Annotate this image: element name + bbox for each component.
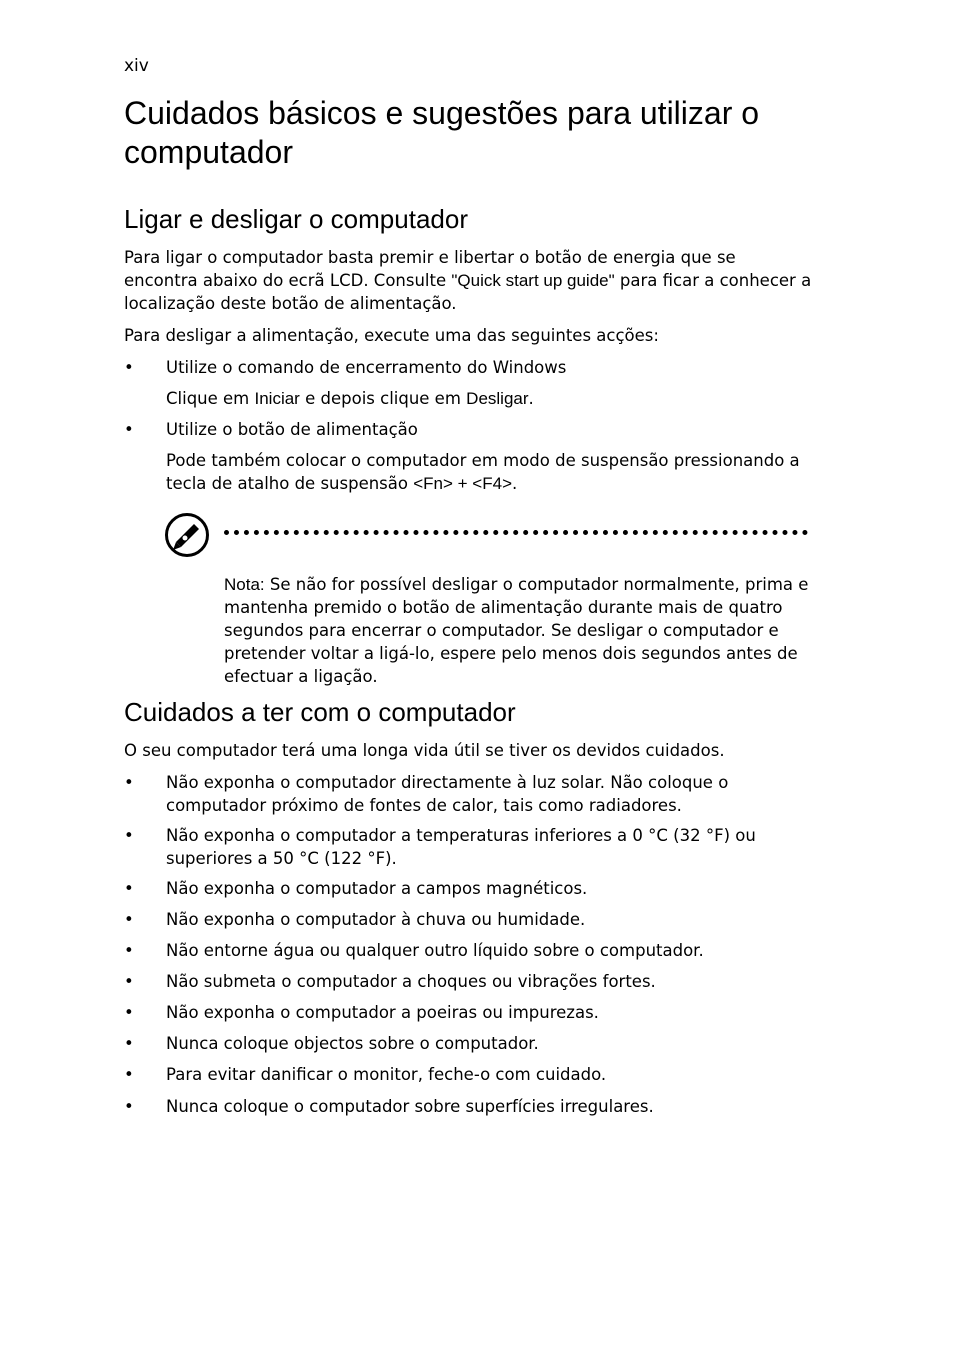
paragraph-desligar: Para desligar a alimentação, execute uma das seguintes acções: bbox=[124, 326, 659, 345]
section-heading-cuidados: Cuidados a ter com o computador bbox=[124, 697, 516, 727]
list-item-text: Não exponha o computador a poeiras ou impurezas. bbox=[166, 1003, 599, 1022]
bullet-mark: • bbox=[124, 1065, 134, 1084]
list-item-text: Não exponha o computador directamente à luz solar. Não coloque o computador próximo de fontes de calor, tais como radiadores. bbox=[166, 773, 729, 815]
bullet-mark: • bbox=[124, 941, 134, 960]
page-number: xiv bbox=[124, 56, 149, 76]
list-item-text: Utilize o botão de alimentação bbox=[166, 420, 418, 439]
bullet-mark: • bbox=[124, 420, 134, 439]
iniciar-term: Iniciar bbox=[254, 389, 300, 408]
guide-reference: "Quick start up guide" bbox=[451, 271, 615, 290]
bullet-mark: • bbox=[124, 879, 134, 898]
bullet-mark: • bbox=[124, 1034, 134, 1053]
note-pen-icon bbox=[164, 512, 210, 558]
note-label: Nota: bbox=[224, 574, 265, 594]
list-item-text: Nunca coloque o computador sobre superfícies irregulares. bbox=[166, 1097, 654, 1116]
list-item-text: Para evitar danificar o monitor, feche-o com cuidado. bbox=[166, 1065, 607, 1084]
list-item-text: Não submeta o computador a choques ou vibrações fortes. bbox=[166, 972, 656, 991]
list-item-text: Não exponha o computador a temperaturas inferiores a 0 °C (32 °F) ou superiores a 50 °C (122 °F). bbox=[166, 826, 756, 868]
bullet-mark: • bbox=[124, 1097, 134, 1116]
note-text: Nota: Se não for possível desligar o computador normalmente, prima e mantenha premido o botão de alimentação durante mais de quatro segundos para encerrar o computador. Se desligar o computador e pretender voltar a ligá-lo, espere pelo menos dois segundos antes de efectuar a ligação. bbox=[224, 574, 809, 686]
list-item-text: Nunca coloque objectos sobre o computador. bbox=[166, 1034, 539, 1053]
list-item-text: Utilize o comando de encerramento do Windows bbox=[166, 358, 567, 377]
bullet-mark: • bbox=[124, 1003, 134, 1022]
desligar-term: Desligar bbox=[466, 389, 529, 408]
sub-paragraph-power: Pode também colocar o computador em modo de suspensão pressionando a tecla de atalho de suspensão <Fn> + <F4>. bbox=[166, 451, 800, 493]
section-heading-ligar: Ligar e desligar o computador bbox=[124, 204, 468, 234]
bullet-mark: • bbox=[124, 358, 134, 377]
bullet-mark: • bbox=[124, 826, 134, 845]
list-item-text: Não exponha o computador a campos magnéticos. bbox=[166, 879, 588, 898]
list-item-text: Não entorne água ou qualquer outro líquido sobre o computador. bbox=[166, 941, 704, 960]
sub-paragraph-windows: Clique em Iniciar e depois clique em Desligar. bbox=[166, 389, 534, 408]
list-item-text: Não exponha o computador à chuva ou humidade. bbox=[166, 910, 586, 929]
bullet-mark: • bbox=[124, 972, 134, 991]
note-separator bbox=[224, 530, 808, 535]
page-title: Cuidados básicos e sugestões para utilizar o computador bbox=[124, 95, 760, 170]
paragraph-ligar: Para ligar o computador basta premir e libertar o botão de energia que se encontra abaixo do ecrã LCD. Consulte "Quick start up guide" para ficar a conhecer a localização deste botão de alimentação. bbox=[124, 248, 812, 313]
bullet-mark: • bbox=[124, 910, 134, 929]
hotkey-term: <Fn> + <F4> bbox=[413, 474, 512, 493]
bullet-mark: • bbox=[124, 773, 134, 792]
paragraph-cuidados-intro: O seu computador terá uma longa vida útil se tiver os devidos cuidados. bbox=[124, 741, 725, 760]
